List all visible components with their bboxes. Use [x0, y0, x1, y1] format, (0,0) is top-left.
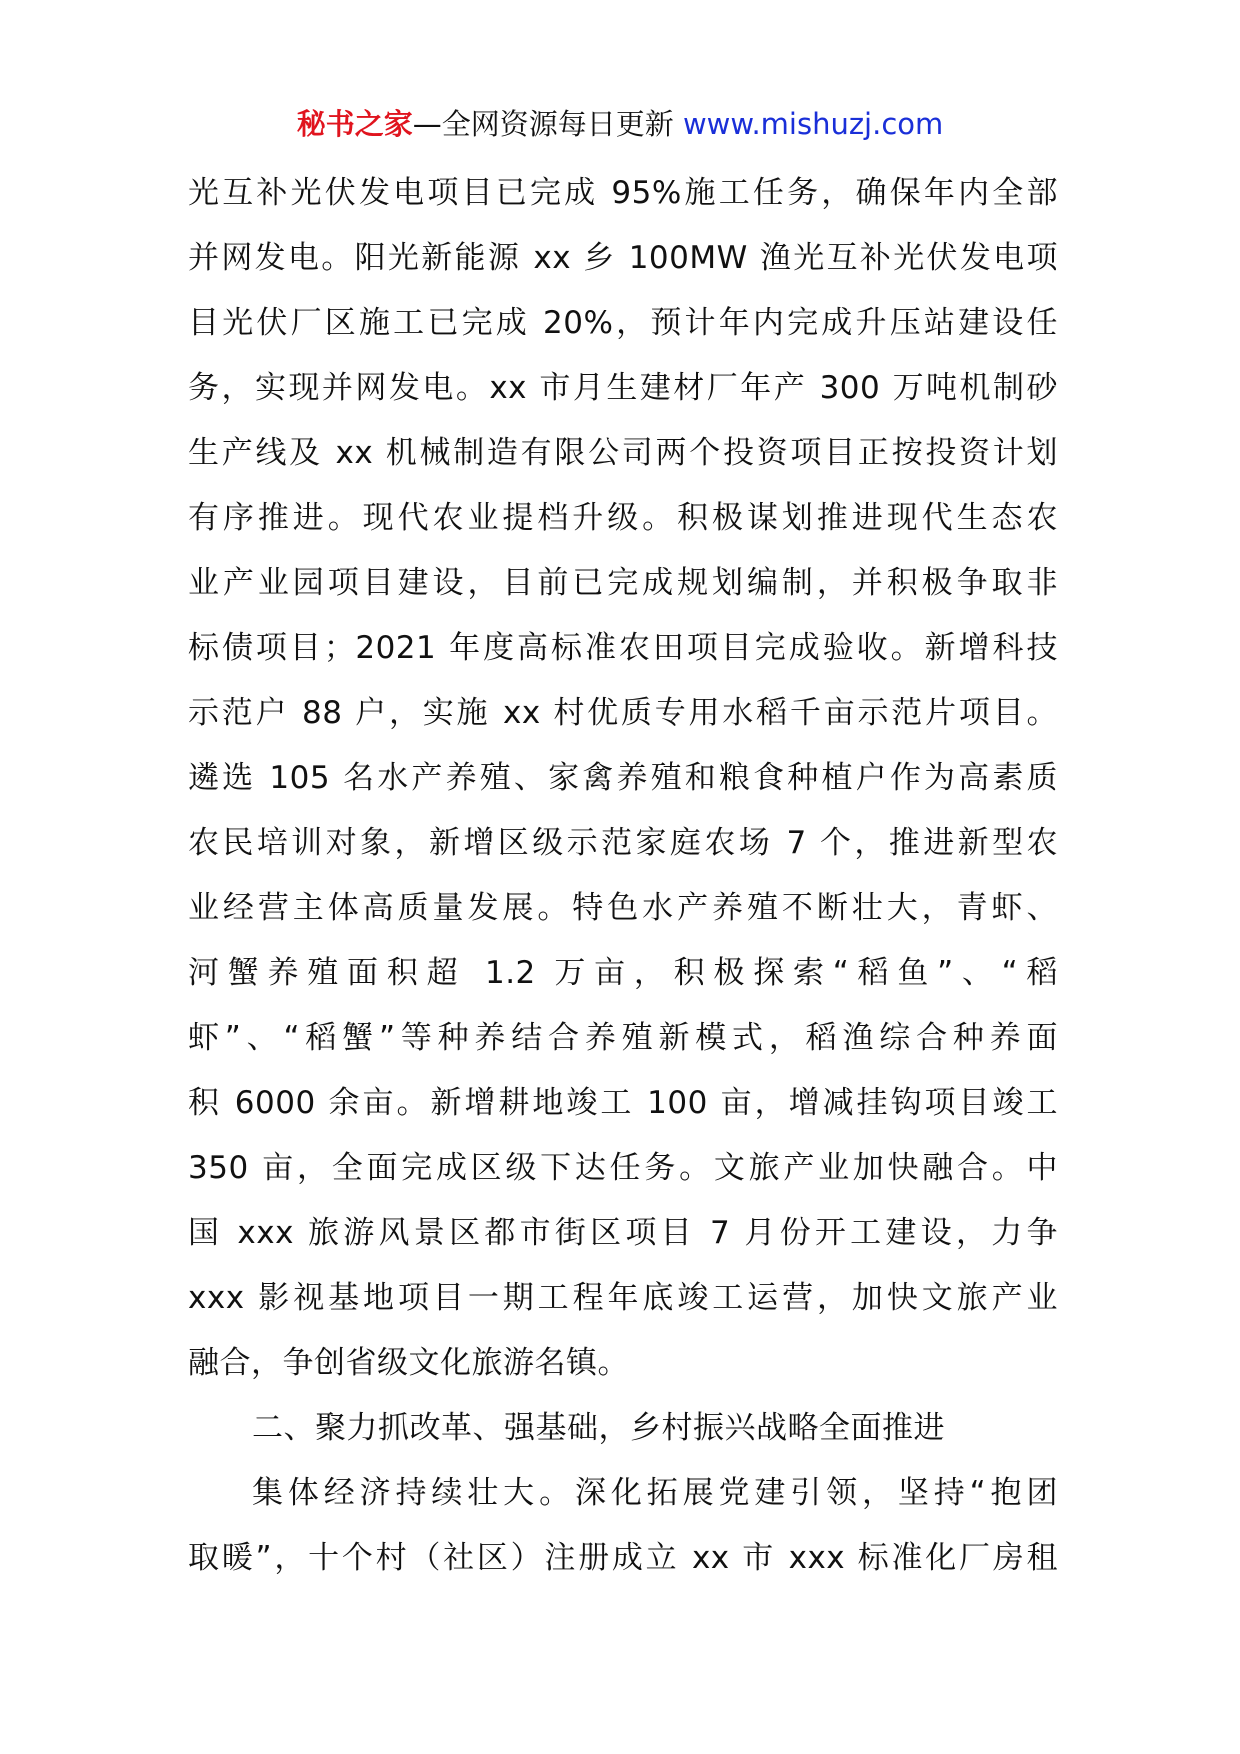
text-line: 生产线及 xx 机械制造有限公司两个投资项目正按投资计划 — [188, 435, 1058, 471]
brand-name: 秘书之家 — [296, 107, 413, 141]
text-line: 标债项目；2021 年度高标准农田项目完成验收。新增科技 — [188, 630, 1058, 666]
text-line: 光互补光伏发电项目已完成 95%施工任务，确保年内全部 — [188, 175, 1058, 211]
text-line: 有序推进。现代农业提档升级。积极谋划推进现代生态农 — [188, 500, 1058, 536]
text-line: 国 xxx 旅游风景区都市街区项目 7 月份开工建设，力争 — [188, 1215, 1058, 1251]
text-line: 务，实现并网发电。xx 市月生建材厂年产 300 万吨机制砂 — [188, 370, 1058, 406]
text-line: 取暖”，十个村（社区）注册成立 xx 市 xxx 标准化厂房租 — [188, 1540, 1058, 1576]
text-line: 遴选 105 名水产养殖、家禽养殖和粮食种植户作为高素质 — [188, 760, 1058, 796]
text-line: xxx 影视基地项目一期工程年底竣工运营，加快文旅产业 — [188, 1280, 1058, 1316]
paragraph-first-line: 集体经济持续壮大。深化拓展党建引领，坚持“抱团 — [252, 1475, 1058, 1511]
header-tagline: —全网资源每日更新 — [412, 107, 683, 141]
text-line: 目光伏厂区施工已完成 20%，预计年内完成升压站建设任 — [188, 305, 1058, 341]
text-line: 河蟹养殖面积超 1.2 万亩，积极探索“稻鱼”、“稻 — [188, 955, 1058, 991]
document-body — [188, 161, 1058, 1591]
text-line: 业经营主体高质量发展。特色水产养殖不断壮大，青虾、 — [188, 890, 1058, 926]
text-line: 350 亩，全面完成区级下达任务。文旅产业加快融合。中 — [188, 1150, 1058, 1186]
website-url[interactable]: www.mishuzj.com — [682, 107, 944, 141]
text-line: 虾”、“稻蟹”等种养结合养殖新模式，稻渔综合种养面 — [188, 1020, 1058, 1056]
text-line: 业产业园项目建设，目前已完成规划编制，并积极争取非 — [188, 565, 1058, 601]
text-line: 积 6000 余亩。新增耕地竣工 100 亩，增减挂钩项目竣工 — [188, 1085, 1058, 1121]
text-line: 融合，争创省级文化旅游名镇。 — [188, 1345, 629, 1381]
watermark-header — [0, 104, 1240, 144]
text-line: 示范户 88 户，实施 xx 村优质专用水稻千亩示范片项目。 — [188, 695, 1058, 731]
section-heading: 二、聚力抓改革、强基础，乡村振兴战略全面推进 — [252, 1410, 945, 1446]
text-line: 农民培训对象，新增区级示范家庭农场 7 个，推进新型农 — [188, 825, 1058, 861]
text-line: 并网发电。阳光新能源 xx 乡 100MW 渔光互补光伏发电项 — [188, 240, 1058, 276]
